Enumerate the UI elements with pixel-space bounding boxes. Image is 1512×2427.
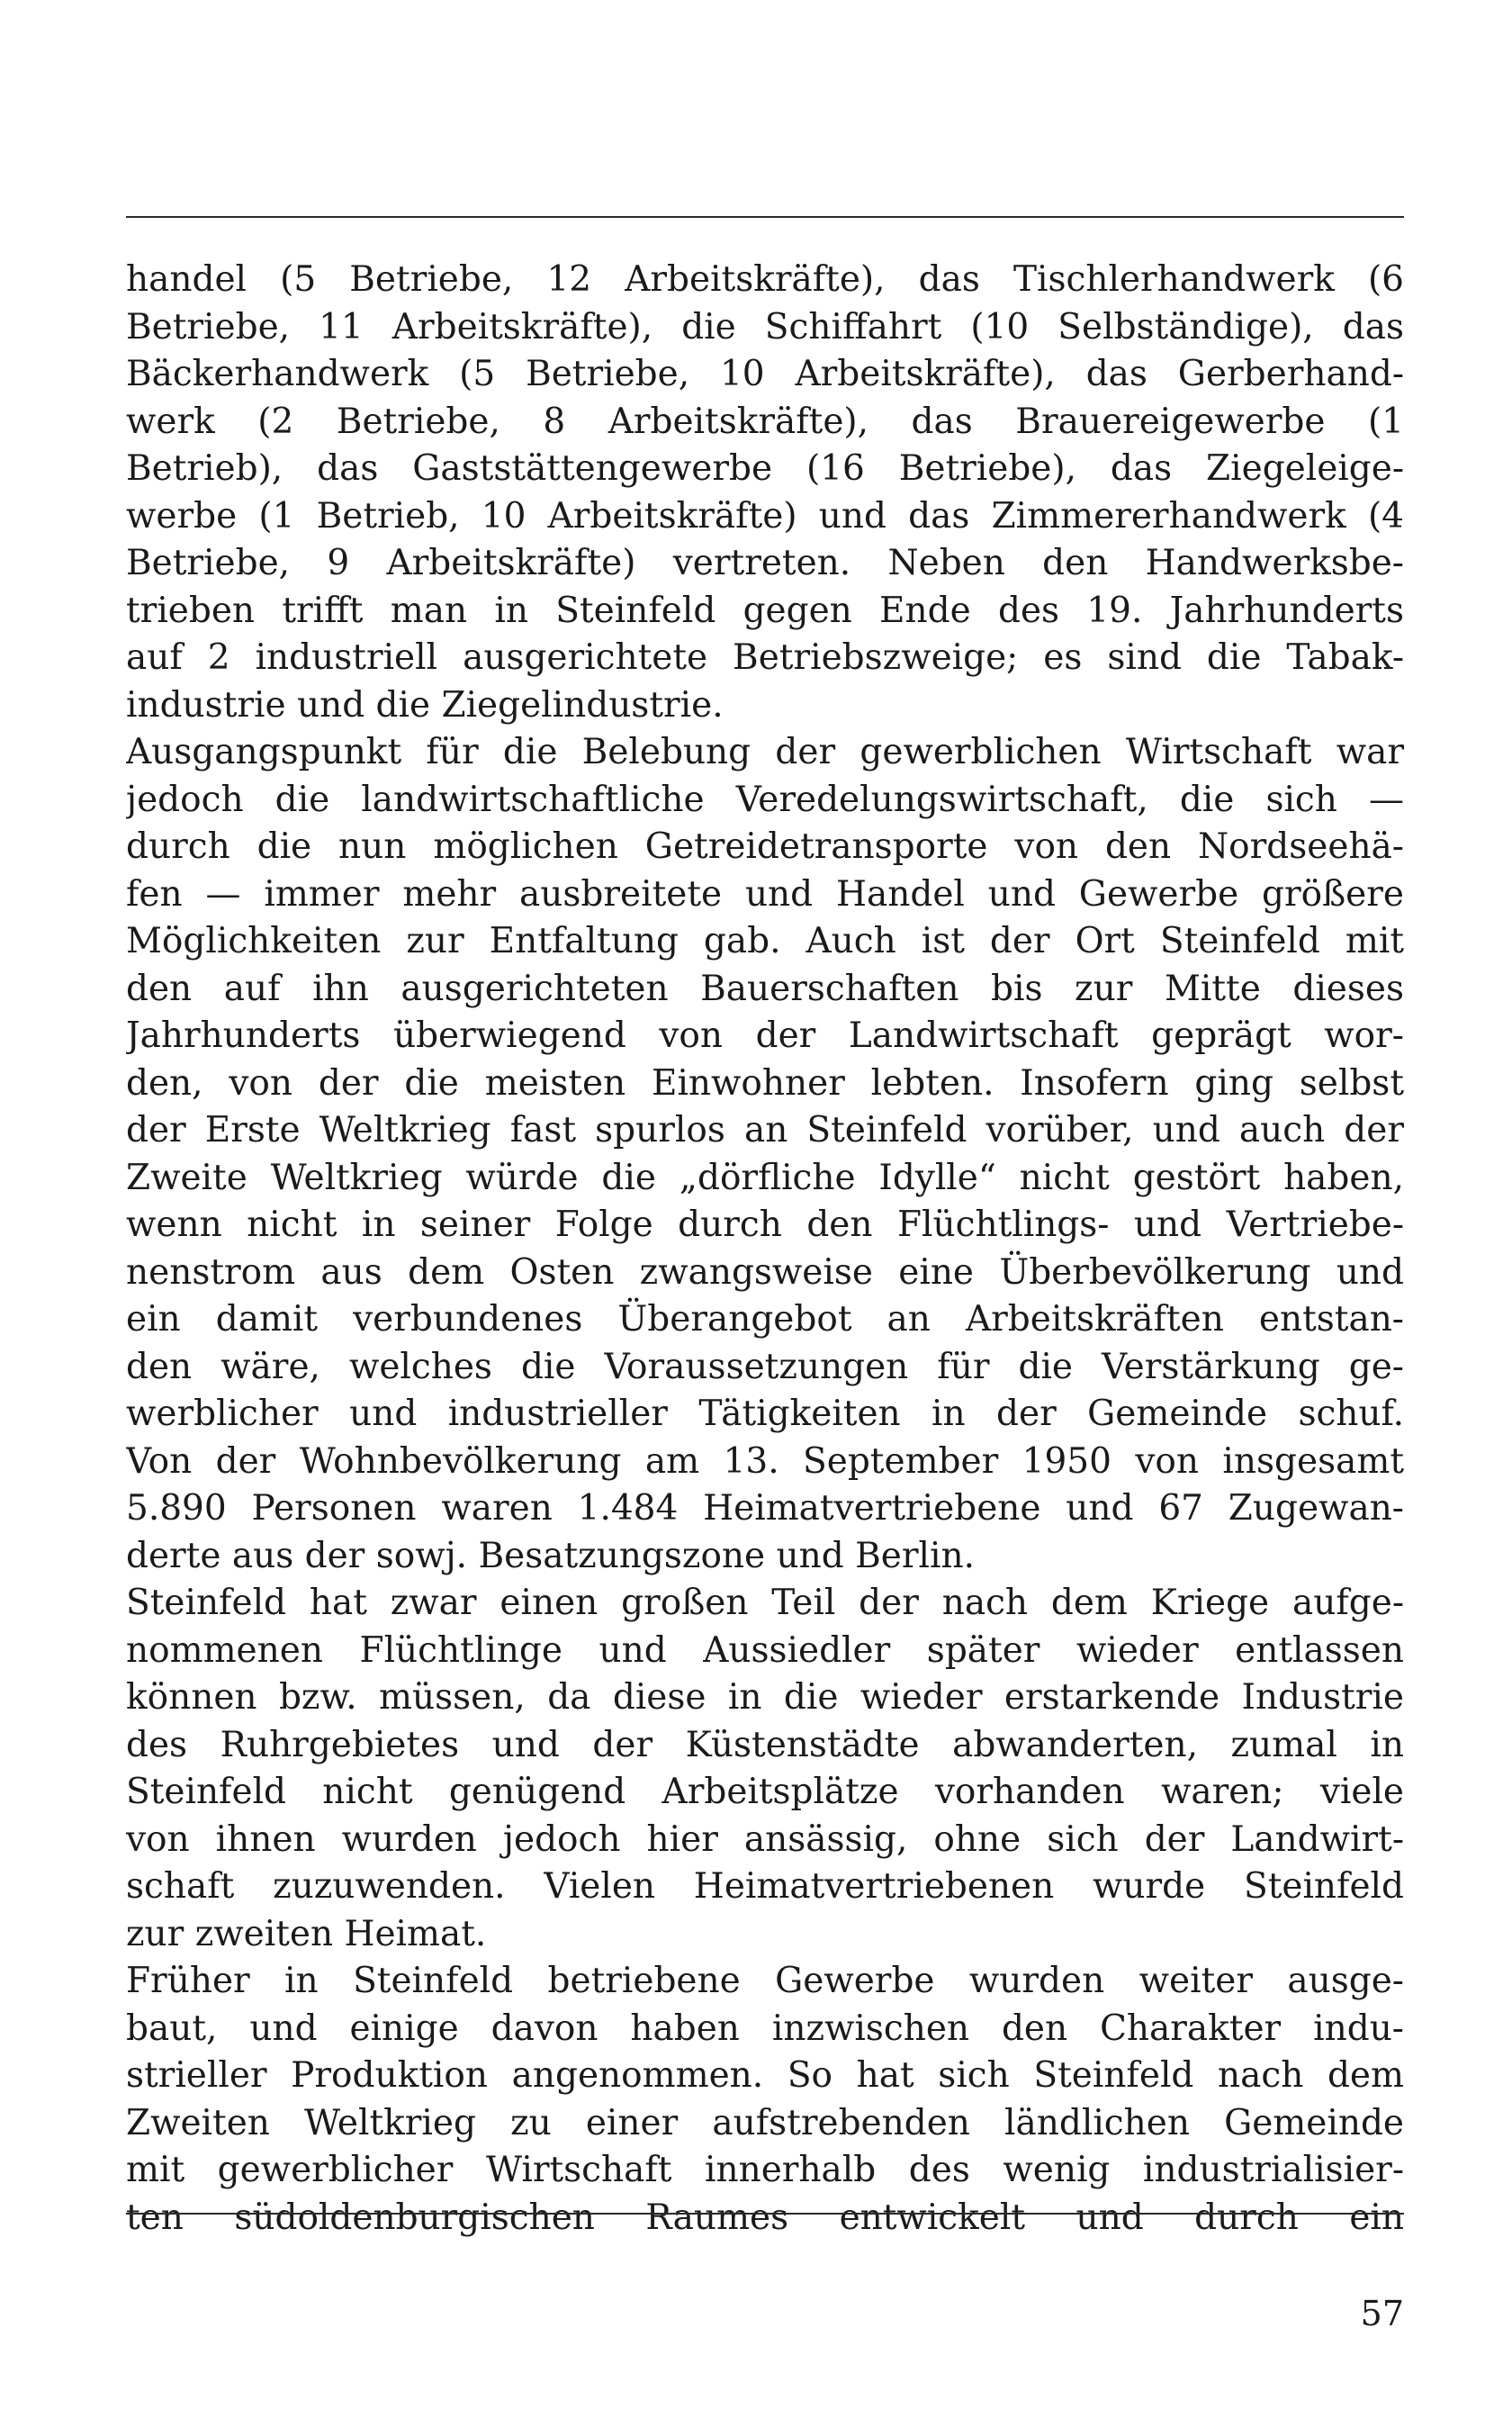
text-line: wenn nicht in seiner Folge durch den Flüchtlings- und Vertriebe- (126, 1204, 1404, 1245)
text-line: durch die nun möglichen Getreidetransporte von den Nordseehä- (126, 826, 1404, 867)
text-line: ten südoldenburgischen Raumes entwickelt und durch ein (126, 2197, 1404, 2238)
text-line: den wäre, welches die Voraussetzungen für die Verstärkung ge- (126, 1346, 1404, 1387)
text-line: der Erste Weltkrieg fast spurlos an Steinfeld vorüber, und auch der (126, 1110, 1404, 1150)
text-line: ein damit verbundenes Überangebot an Arbeitskräften entstan- (126, 1299, 1404, 1340)
text-line: des Ruhrgebietes und der Küstenstädte abwanderten, zumal in (126, 1724, 1404, 1765)
text-line: werblicher und industrieller Tätigkeiten in der Gemeinde schuf. (126, 1394, 1404, 1434)
text-line: mit gewerblicher Wirtschaft innerhalb des wenig industrialisier- (126, 2150, 1404, 2190)
text-line: 5.890 Personen waren 1.484 Heimatvertriebene und 67 Zugewan- (126, 1488, 1404, 1529)
text-line: Steinfeld nicht genügend Arbeitsplätze vorhanden waren; viele (126, 1772, 1404, 1812)
text-line: Zweite Weltkrieg würde die „dörfliche Idylle“ nicht gestört haben, (126, 1157, 1404, 1198)
text-line: Betriebe, 9 Arbeitskräfte) vertreten. Neben den Handwerksbe- (126, 543, 1404, 583)
text-line: trieben trifft man in Steinfeld gegen Ende des 19. Jahrhunderts (126, 590, 1404, 631)
text-line: Jahrhunderts überwiegend von der Landwirtschaft geprägt wor- (126, 1015, 1404, 1056)
text-line: werbe (1 Betrieb, 10 Arbeitskräfte) und das Zimmererhandwerk (4 (126, 495, 1404, 537)
text-line: zur zweiten Heimat. (126, 1913, 487, 1954)
page-number: 57 (1360, 2294, 1404, 2333)
text-line: schaft zuzuwenden. Vielen Heimatvertriebenen wurde Steinfeld (126, 1866, 1404, 1907)
text-line: Möglichkeiten zur Entfaltung gab. Auch ist der Ort Steinfeld mit (126, 921, 1404, 961)
top-rule (126, 216, 1404, 218)
text-line: werk (2 Betriebe, 8 Arbeitskräfte), das Brauereigewerbe (1 (126, 401, 1404, 442)
text-line: Betrieb), das Gaststättengewerbe (16 Betriebe), das Ziegeleige- (126, 448, 1404, 489)
text-line: fen — immer mehr ausbreitete und Handel und Gewerbe größere (126, 873, 1404, 915)
text-line: auf 2 industriell ausgerichtete Betriebszweige; es sind die Tabak- (126, 637, 1404, 678)
text-line: Steinfeld hat zwar einen großen Teil der nach dem Kriege aufge- (126, 1583, 1404, 1623)
text-line: Von der Wohnbevölkerung am 13. September 1950 von insgesamt (126, 1440, 1404, 1482)
text-line: strieller Produktion angenommen. So hat sich Steinfeld nach dem (126, 2055, 1404, 2096)
text-line: den, von der die meisten Einwohner lebten. Insofern ging selbst (126, 1062, 1404, 1104)
bottom-rule (126, 2213, 1404, 2215)
text-line: nenstrom aus dem Osten zwangsweise eine Überbevölkerung und (126, 1251, 1404, 1293)
text-line: nommenen Flüchtlinge und Aussiedler später wieder entlassen (126, 1629, 1404, 1671)
text-line: derte aus der sowj. Besatzungszone und Berlin. (126, 1535, 975, 1576)
text-line: Ausgangspunkt für die Belebung der gewerblichen Wirtschaft war (126, 732, 1404, 772)
text-line: können bzw. müssen, da diese in die wieder erstarkende Industrie (126, 1677, 1404, 1718)
text-line: Früher in Steinfeld betriebene Gewerbe wurden weiter ausge- (126, 1961, 1404, 2001)
text-line: baut, und einige davon haben inzwischen den Charakter indu- (126, 2007, 1404, 2049)
text-line: Bäckerhandwerk (5 Betriebe, 10 Arbeitskräfte), das Gerberhand- (126, 354, 1404, 394)
text-line: von ihnen wurden jedoch hier ansässig, ohne sich der Landwirt- (126, 1818, 1404, 1860)
text-line: Zweiten Weltkrieg zu einer aufstrebenden ländlichen Gemeinde (126, 2102, 1404, 2143)
text-line: handel (5 Betriebe, 12 Arbeitskräfte), das Tischlerhandwerk (6 (126, 259, 1404, 300)
text-line: industrie und die Ziegelindustrie. (126, 684, 724, 726)
text-line: den auf ihn ausgerichteten Bauerschaften bis zur Mitte dieses (126, 968, 1404, 1009)
body-text (126, 257, 1404, 2242)
text-line: jedoch die landwirtschaftliche Veredelungswirtschaft, die sich — (126, 779, 1404, 820)
text-line: Betriebe, 11 Arbeitskräfte), die Schiffahrt (10 Selbständige), das (126, 306, 1404, 347)
